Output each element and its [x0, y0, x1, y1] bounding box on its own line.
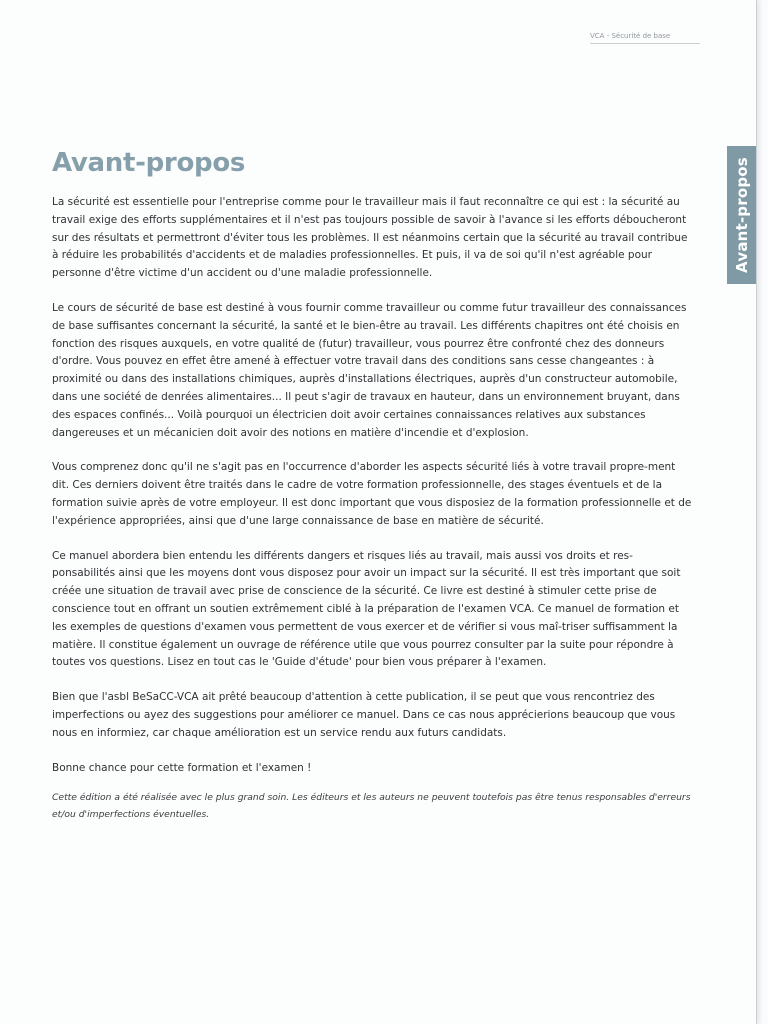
section-side-tab: [727, 146, 756, 284]
paragraph: Vous comprenez donc qu'il ne s'agit pas en l'occurrence d'aborder les aspects sécurité liés à votre travail propre-ment dit. Ces derniers doivent être traités dans le cadre de votre formation professionnelle, des stages éventuels et de la formation suivie après de votre employeur. Il est donc important que vous disposiez de la formation professionnelle et de l'expérience appropriées, ainsi que d'une large connaissance de base en matière de sécurité.: [52, 461, 692, 527]
paragraph: Ce manuel abordera bien entendu les différents dangers et risques liés au travail, mais aussi vos droits et res-ponsabilités ainsi que les moyens dont vous disposez pour avoir un impact sur la sécurité. Il est très important que soit créée une situation de travail avec prise de conscience de la sécurité. Ce livre est destiné à stimuler cette prise de conscience tout en offrant un soutien extrêmement ciblé à la préparation de l'examen VCA. Ce manuel de formation et les exemples de questions d'examen vous permettent de vous exercer et de vérifier si vous maî-triser suffisamment la matière. Il constitue également un ouvrage de référence utile que vous pourrez consulter par la suite pour répondre à toutes vos questions. Lisez en tout cas le 'Guide d'étude' pour bien vous préparer à l'examen.: [52, 549, 681, 669]
running-header: VCA - Sécurité de base: [590, 32, 700, 44]
paragraph: Le cours de sécurité de base est destiné à vous fournir comme travailleur ou comme futur travailleur des connaissances de base suffisantes concernant la sécurité, la santé et le bien-être au travail. Les différents chapitres ont été choisis en fonction des risques auxquels, en votre qualité de (futur) travailleur, vous pourrez être confronté chez des donneurs d'ordre. Vous pouvez en effet être amené à effectuer votre travail dans des conditions sans cesse changeantes : à proximité ou dans des installations chimiques, auprès d'installations électriques, auprès d'un constructeur automobile, dans une société de denrées alimentaires... Il peut s'agir de travaux en hauteur, dans un environnement bruyant, dans des espaces confinés... Voilà pourquoi un électricien doit avoir certaines connaissances relatives aux substances dangereuses et un mécanicien doit avoir des notions en matière d'incendie et d'explosion.: [52, 301, 687, 439]
page-title: Avant-propos: [52, 148, 246, 178]
body-text: [52, 194, 692, 840]
side-tab-label: Avant-propos: [732, 157, 751, 273]
closing-line: Bonne chance pour cette formation et l'examen !: [52, 761, 312, 774]
disclaimer-note: Cette édition a été réalisée avec le plus grand soin. Les éditeurs et les auteurs ne peuvent toutefois pas être tenus responsables d'erreurs et/ou d'imperfections éventuelles.: [52, 792, 691, 821]
paragraph: La sécurité est essentielle pour l'entreprise comme pour le travailleur mais il faut reconnaître ce qui est : la sécurité au travail exige des efforts supplémentaires et il n'est pas toujours possible de savoir à l'avance si les efforts déboucheront sur des résultats et permettront d'éviter tous les problèmes. Il est néanmoins certain que la sécurité au travail contribue à réduire les probabilités d'accidents et de maladies professionnelles. Et puis, il va de soi qu'il n'est agréable pour personne d'être victime d'un accident ou d'une maladie professionnelle.: [52, 196, 688, 280]
paragraph: Bien que l'asbl BeSaCC-VCA ait prêté beaucoup d'attention à cette publication, il se peut que vous rencontriez des imperfections ou ayez des suggestions pour améliorer ce manuel. Dans ce cas nous apprécierions beaucoup que vous nous en informiez, car chaque amélioration est un service rendu aux futurs candidats.: [52, 691, 676, 739]
